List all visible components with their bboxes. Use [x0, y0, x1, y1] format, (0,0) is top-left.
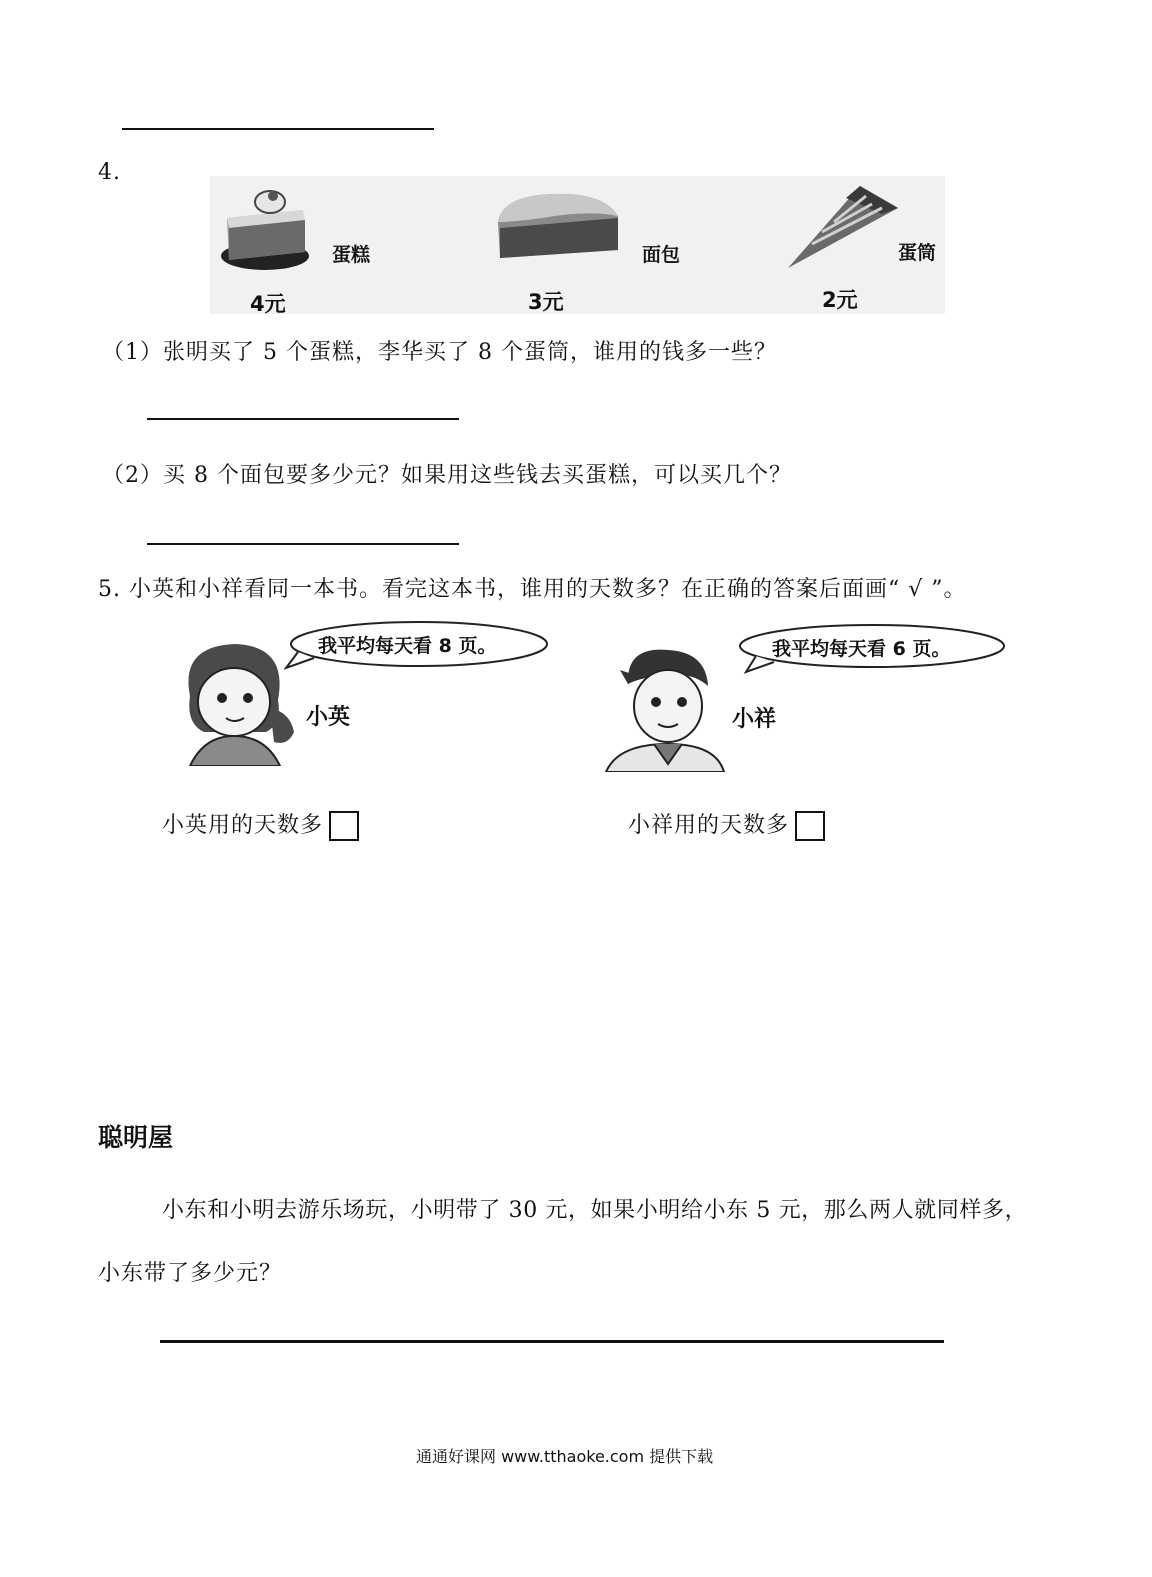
boy-speech-text: 我平均每天看 6 页。: [772, 638, 951, 660]
bread-label: 面包: [642, 244, 681, 266]
girl-xiaoying-illustration: [170, 636, 300, 770]
option-xiaoxiang: [628, 808, 825, 841]
option-xiaoxiang-label: 小祥用的天数多: [628, 813, 790, 838]
section-title: 聪明屋: [98, 1123, 174, 1152]
answer-line-top: [122, 128, 434, 130]
bread-icon: [492, 188, 624, 268]
girl-speech-text: 我平均每天看 8 页。: [318, 635, 497, 657]
cake-price: 4元: [250, 292, 286, 316]
question-4-number: 4.: [98, 160, 121, 185]
answer-line-4-1[interactable]: [147, 418, 459, 420]
option-xiaoxiang-checkbox[interactable]: [795, 811, 825, 841]
question-4-part-1: （1）张明买了 5 个蛋糕，李华买了 8 个蛋筒，谁用的钱多一些？: [102, 340, 777, 365]
cone-price: 2元: [822, 288, 858, 312]
answer-line-bonus[interactable]: [160, 1340, 944, 1343]
question-5-text: 5. 小英和小祥看同一本书。看完这本书，谁用的天数多？在正确的答案后面画“ √ ”。: [98, 577, 967, 602]
option-xiaoying-label: 小英用的天数多: [162, 813, 324, 838]
option-xiaoying: [162, 808, 359, 841]
footer-source: 通通好课网 www.tthaoke.com 提供下载: [416, 1447, 714, 1466]
option-xiaoying-checkbox[interactable]: [329, 811, 359, 841]
boy-name-label: 小祥: [732, 707, 777, 732]
boy-xiaoxiang-illustration: [598, 640, 728, 776]
price-picture-panel: [210, 176, 945, 314]
girl-speech-bubble: [284, 618, 550, 670]
answer-line-4-2[interactable]: [147, 543, 459, 545]
cake-label: 蛋糕: [332, 244, 371, 266]
boy-speech-bubble: [736, 622, 1008, 674]
cone-label: 蛋筒: [898, 242, 937, 264]
bonus-question-line-2: 小东带了多少元？: [98, 1261, 283, 1286]
bonus-question-line-1: 小东和小明去游乐场玩，小明带了 30 元，如果小明给小东 5 元，那么两人就同样多，: [162, 1198, 1028, 1223]
ice-cream-cone-icon: [782, 178, 902, 274]
bread-price: 3元: [528, 290, 564, 314]
question-4-part-2: （2）买 8 个面包要多少元？如果用这些钱去买蛋糕，可以买几个？: [102, 463, 792, 488]
cake-icon: [215, 180, 315, 280]
girl-name-label: 小英: [306, 705, 351, 730]
